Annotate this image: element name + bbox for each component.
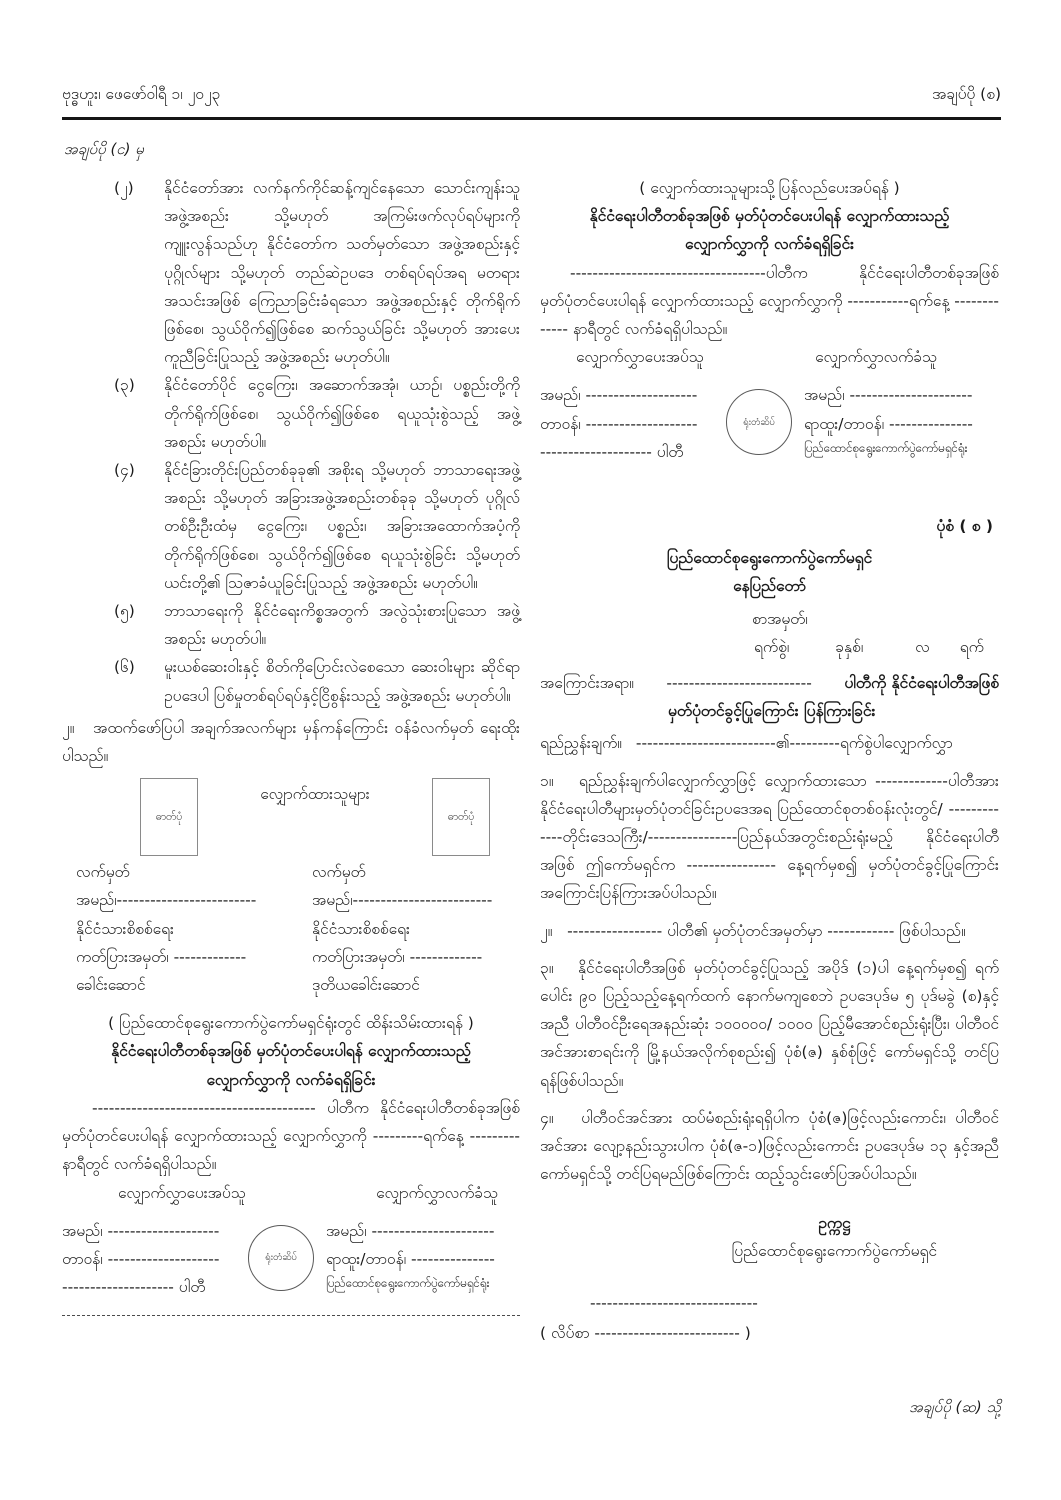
chairman-title: ဥက္ကဋ္ဌ [818,1213,851,1232]
name-line: အမည်၊------------------------- [76,891,257,910]
commission-signatory-column [804,381,999,459]
city-title: နေပြည်တော် [733,577,806,596]
signature-duty-line: တာဝန်၊ -------------------- [540,414,698,433]
item-text: နိုင်ငံတော်ပိုင် ငွေကြေး၊ အဆောက်အအုံ၊ ယာဉ်၊ ပစ္စည်းတို့ကို တိုက်ရိုက်ဖြစ်စေ၊ သွယ်ဝိုက်၍ဖြစ်စေ ရယူသုံးစွဲသည့် အဖွဲ့အစည်း မဟုတ်ပါ။ [164,376,520,451]
item-text: ဘာသာရေးကို နိုင်ငံရေးကိစ္စအတွက် အလွဲသုံးစားပြုသော အဖွဲ့အစည်း မဟုတ်ပါ။ [164,602,520,649]
stamp-label: ရုံးတံဆိပ် [743,416,775,428]
applicants-photo-row [62,778,520,856]
keep-at-office-note: ( ပြည်ထောင်စုရွေးကောက်ပွဲကော်မရှင်ရုံးတွင် ထိန်းသိမ်းထားရန် ) [108,1014,474,1033]
receiver-label: လျှောက်လွှာလက်ခံသူ [376,1183,498,1202]
signature-party-line: -------------------- ပါတီ [540,442,684,461]
form-paragraph-1: ၁။ ရည်ညွှန်းချက်ပါလျှောက်လွှာဖြင့် လျှောက်ထားသော -------------ပါတီအား နိုင်ငံရေးပါတီများမှတ်ပုံတင်ခြင်းဥပဒေအရ ပြည်ထောင်စုတစ်ဝန်းလုံးတွင်/ -------------တိုင်းဒေသကြီး/----------------ပြည်နယ်အတွင်းစည်းရုံးမည့် နိုင်ငံရေးပါတီအဖြစ် ဤကော်မရှင်က ---------------- နေ့ရက်မှစ၍ မှတ်ပုံတင်ခွင့်ပြုကြောင်း အကြောင်းပြန်ကြားအပ်ပါသည်။ [540,771,999,903]
submitter-label: လျှောက်လွှာပေးအပ်သူ [576,348,704,367]
signature-name-line: အမည်၊ -------------------- [62,1221,220,1240]
receipt-title-line1: နိုင်ငံရေးပါတီတစ်ခုအဖြစ် မှတ်ပုံတင်ပေးပါရန် လျှောက်ထားသည့် [111,1042,471,1061]
item-text: မူးယစ်ဆေးဝါးနှင့် စိတ်ကိုပြောင်းလဲစေသော ဆေးဝါးများ ဆိုင်ရာဥပဒေပါ ပြစ်မှုတစ်ရပ်ရပ်နှင့်ငြိစွန်းသည့် အဖွဲ့အစည်း မဟုတ်ပါ။ [164,658,520,705]
numbered-item [62,371,520,456]
applicant-signature-blocks [62,858,520,999]
header-page-label: အချပ်ပို (စ) [932,85,1001,103]
applicants-heading: လျှောက်ထားသူများ [260,785,370,804]
date-part: ခုနှစ်၊ [835,637,864,656]
letter-number-label: စာအမှတ်၊ [752,609,808,628]
subject-text-bold: ပါတီကို နိုင်ငံရေးပါတီအဖြစ် [844,674,999,693]
signature-party-line: -------------------- ပါတီ [62,1278,206,1297]
numbered-item [62,174,520,371]
form-paragraph-4: ၄။ ပါတီဝင်အင်အား ထပ်မံစည်းရုံးရရှိပါက ပုံစံ(ဇ)ဖြင့်လည်းကောင်း၊ ပါတီဝင်အင်အား လျော့နည်းသွားပါက ပုံစံ(ဇ-၁)ဖြင့်လည်းကောင်း ဥပဒေပုဒ်မ ၁၃ နှင့်အညီ ကော်မရှင်သို့ တင်ပြရမည်ဖြစ်ကြောင်း ထည့်သွင်းဖော်ပြအပ်ပါသည်။ [540,1108,999,1184]
receipt-body: -----------------------------------ပါတီက နိုင်ငံရေးပါတီတစ်ခုအဖြစ် မှတ်ပုံတင်ပေးပါရန် လျှောက်ထားသည့် လျှောက်လွှာကို -----------ရက်နေ့ ------------- နာရီတွင် လက်ခံရရှိပါသည်။ [540,263,1000,339]
date-part: ရက်စွဲ၊ [754,637,790,656]
chairman-signature-block [732,1209,937,1265]
receiver-label: လျှောက်လွှာလက်ခံသူ [815,348,937,367]
stamp-label: ရုံးတံဆိပ် [265,1251,297,1263]
two-column-layout [62,174,999,1347]
subject-fill-dashes: -------------------------- [666,674,812,693]
receipt-roles-row [540,343,999,371]
address-line: ( လိပ်စာ -------------------------- ) [540,1324,751,1343]
subject-line [540,669,999,697]
form-paragraph-2: ၂။ ----------------- ပါတီ၏ မှတ်ပုံတင်အမှတ်မှာ ------------ ဖြစ်ပါသည်။ [540,921,966,940]
signature-duty-line: တာဝန်၊ -------------------- [62,1249,220,1268]
page-header [62,80,1001,108]
commission-office-line: ပြည်ထောင်စုရွေးကောက်ပွဲကော်မရှင်ရုံး [804,440,968,455]
item-number: (၆) [114,658,135,677]
receipt-body: ---------------------------------------- ပါတီက နိုင်ငံရေးပါတီတစ်ခုအဖြစ် မှတ်ပုံတင်ပေးပါရန် လျှောက်ထားသည့် လျှောက်လွှာကို ---------ရက်နေ့ --------- နာရီတွင် လက်ခံရရှိပါသည်။ [62,1098,520,1174]
reference-label: ရည်ညွှန်းချက်။ [540,734,622,753]
official-signature-block [62,1217,520,1302]
receipt-title-line2: လျှောက်လွှာကို လက်ခံရရှိခြင်း [684,235,855,254]
section-divider [62,1315,520,1316]
office-seal-stamp-icon [248,1225,314,1291]
receipt-roles-row [62,1179,520,1207]
form-number: ပုံစံ ( စ ) [936,517,993,536]
party-signatory-column [62,1217,238,1302]
continued-from-note: အချပ်ပို (င) မှ [64,140,144,158]
numbered-item [62,456,520,597]
role-label: ဒုတိယခေါင်းဆောင် [312,976,420,995]
photo-box [432,778,490,856]
role-label: ခေါင်းဆောင် [76,976,146,995]
office-seal-stamp-icon [726,389,792,455]
return-to-applicants-note: ( လျှောက်ထားသူများသို့ပြန်လည်ပေးအပ်ရန် ) [639,179,900,197]
next-supplement-note: အချပ်ပို (ဆ) သို့ [909,1398,1001,1416]
party-signatory-column [540,381,716,466]
numbered-item [62,597,520,653]
signature-fill-line: ------------------------------ [590,1293,758,1312]
signature-name-line: အမည်၊ -------------------- [540,386,698,405]
date-part: ရက် [959,637,984,656]
right-column [540,174,999,1347]
item-number: (၄) [114,461,135,480]
receipt-title-line2: လျှောက်လွှာကို လက်ခံရရှိခြင်း [206,1070,376,1089]
item-number: (၃) [114,376,135,395]
item-number: (၂) [114,179,134,197]
reference-line [540,729,999,757]
nrc-number-line: ကတ်ပြားအမှတ်၊ ------------- [76,947,247,966]
nrc-line: နိုင်ငံသားစိစစ်ရေး [312,919,410,938]
photo-box [140,778,198,856]
signer-block-leader [76,858,256,999]
receipt-title-line1: နိုင်ငံရေးပါတီတစ်ခုအဖြစ် မှတ်ပုံတင်ပေးပါရန် လျှောက်ထားသည့် [589,207,950,226]
name-line: အမည်၊------------------------- [312,891,493,910]
signature-name-line: အမည်၊ ---------------------- [326,1221,495,1240]
date-line [754,633,999,661]
subject-label: အကြောင်းအရာ။ [540,674,634,693]
submitter-label: လျှောက်လွှာပေးအပ်သူ [118,1183,246,1202]
signature-duty-line: ရာထူး/တာဝန်၊ --------------- [326,1249,495,1268]
commission-office-line: ပြည်ထောင်စုရွေးကောက်ပွဲကော်မရှင်ရုံး [326,1276,490,1291]
photo-box-label: ဓာတ်ပုံ [447,811,475,824]
declaration-clause: ၂။ အထက်ဖော်ပြပါ အချက်အလက်များ မှန်ကန်ကြောင်း ဝန်ခံလက်မှတ် ရေးထိုးပါသည်။ [62,718,520,766]
left-column [62,174,520,1347]
nrc-line: နိုင်ငံသားစိစစ်ရေး [76,919,174,938]
header-rule [62,117,1001,120]
numbered-item [62,653,520,709]
signer-block-deputy-leader [312,858,520,999]
header-date: ဗုဒ္ဓဟူး၊ ဖေဖော်ဝါရီ ၁၊ ၂၀၂၃ [62,85,221,103]
signature-label: လက်မှတ် [312,863,366,882]
subject-line2: မှတ်ပုံတင်ခွင့်ပြုကြောင်း ပြန်ကြားခြင်း [668,702,876,721]
nrc-number-line: ကတ်ပြားအမှတ်၊ ------------- [312,947,483,966]
reference-text: -------------------------၏---------ရက်စွဲပါလျှောက်လွှာ [635,734,953,753]
item-text: နိုင်ငံခြားတိုင်းပြည်တစ်ခုခု၏ အစိုးရ သို့မဟုတ် ဘာသာရေးအဖွဲ့အစည်း သို့မဟုတ် အခြားအဖွဲ့အစည်းတစ်ခုခု သို့မဟုတ် ပုဂ္ဂိုလ်တစ်ဦးဦးထံမှ ငွေကြေး၊ ပစ္စည်း၊ အခြားအထောက်အပံ့ကို တိုက်ရိုက်ဖြစ်စေ၊ သွယ်ဝိုက်၍ဖြစ်စေ ရယူသုံးစွဲခြင်း သို့မဟုတ် ယင်းတို့၏ ဩဇာခံယူခြင်းပြုသည့် အဖွဲ့အစည်း မဟုတ်ပါ။ [164,461,520,592]
official-signature-block [540,381,999,466]
signature-name-line: အမည်၊ ---------------------- [804,386,973,405]
commission-signatory-column [326,1217,520,1295]
commission-title: ပြည်ထောင်စုရွေးကောက်ပွဲကော်မရှင် [666,549,873,568]
form-paragraph-3: ၃။ နိုင်ငံရေးပါတီအဖြစ် မှတ်ပုံတင်ခွင့်ပြုသည့် အပိုဒ် (၁)ပါ နေ့ရက်မှစ၍ ရက်ပေါင်း ၉၀ ပြည့်သည့်နေ့ရက်ထက် နောက်မကျစေဘဲ ဥပဒေပုဒ်မ ၅ ပုဒ်မခွဲ (စ)နှင့်အညီ ပါတီဝင်ဦးရေအနည်းဆုံး ၁၀၀၀၀၀/ ၁၀၀၀ ပြည့်မီအောင်စည်းရုံးပြီး၊ ပါတီဝင်အင်အားစာရင်းကို မြို့နယ်အလိုက်စုစည်း၍ ပုံစံ(ဇ) နှစ်စုံဖြင့် ကော်မရှင်သို့ တင်ပြရန်ဖြစ်ပါသည်။ [540,958,999,1090]
item-text: နိုင်ငံတော်အား လက်နက်ကိုင်ဆန့်ကျင်နေသော သောင်းကျန်းသူအဖွဲ့အစည်း သို့မဟုတ် အကြမ်းဖက်လုပ်ရပ်များကို ကျူးလွန်သည်ဟု နိုင်ငံတော်က သတ်မှတ်သော အဖွဲ့အစည်းနှင့် ပုဂ္ဂိုလ်များ သို့မဟုတ် တည်ဆဲဥပဒေ တစ်ရပ်ရပ်အရ မတရားအသင်းအဖြစ် ကြေညာခြင်းခံရသော အဖွဲ့အစည်းနှင့် တိုက်ရိုက်ဖြစ်စေ၊ သွယ်ဝိုက်၍ဖြစ်စေ ဆက်သွယ်ခြင်း သို့မဟုတ် အားပေးကူညီခြင်းပြုသည့် အဖွဲ့အစည်း မဟုတ်ပါ။ [164,179,520,367]
signature-label: လက်မှတ် [76,863,130,882]
commission-name: ပြည်ထောင်စုရွေးကောက်ပွဲကော်မရှင် [731,1241,937,1260]
signature-duty-line: ရာထူး/တာဝန်၊ --------------- [804,414,973,433]
item-number: (၅) [114,602,135,621]
photo-box-label: ဓာတ်ပုံ [155,811,183,824]
date-part: လ [915,637,930,656]
